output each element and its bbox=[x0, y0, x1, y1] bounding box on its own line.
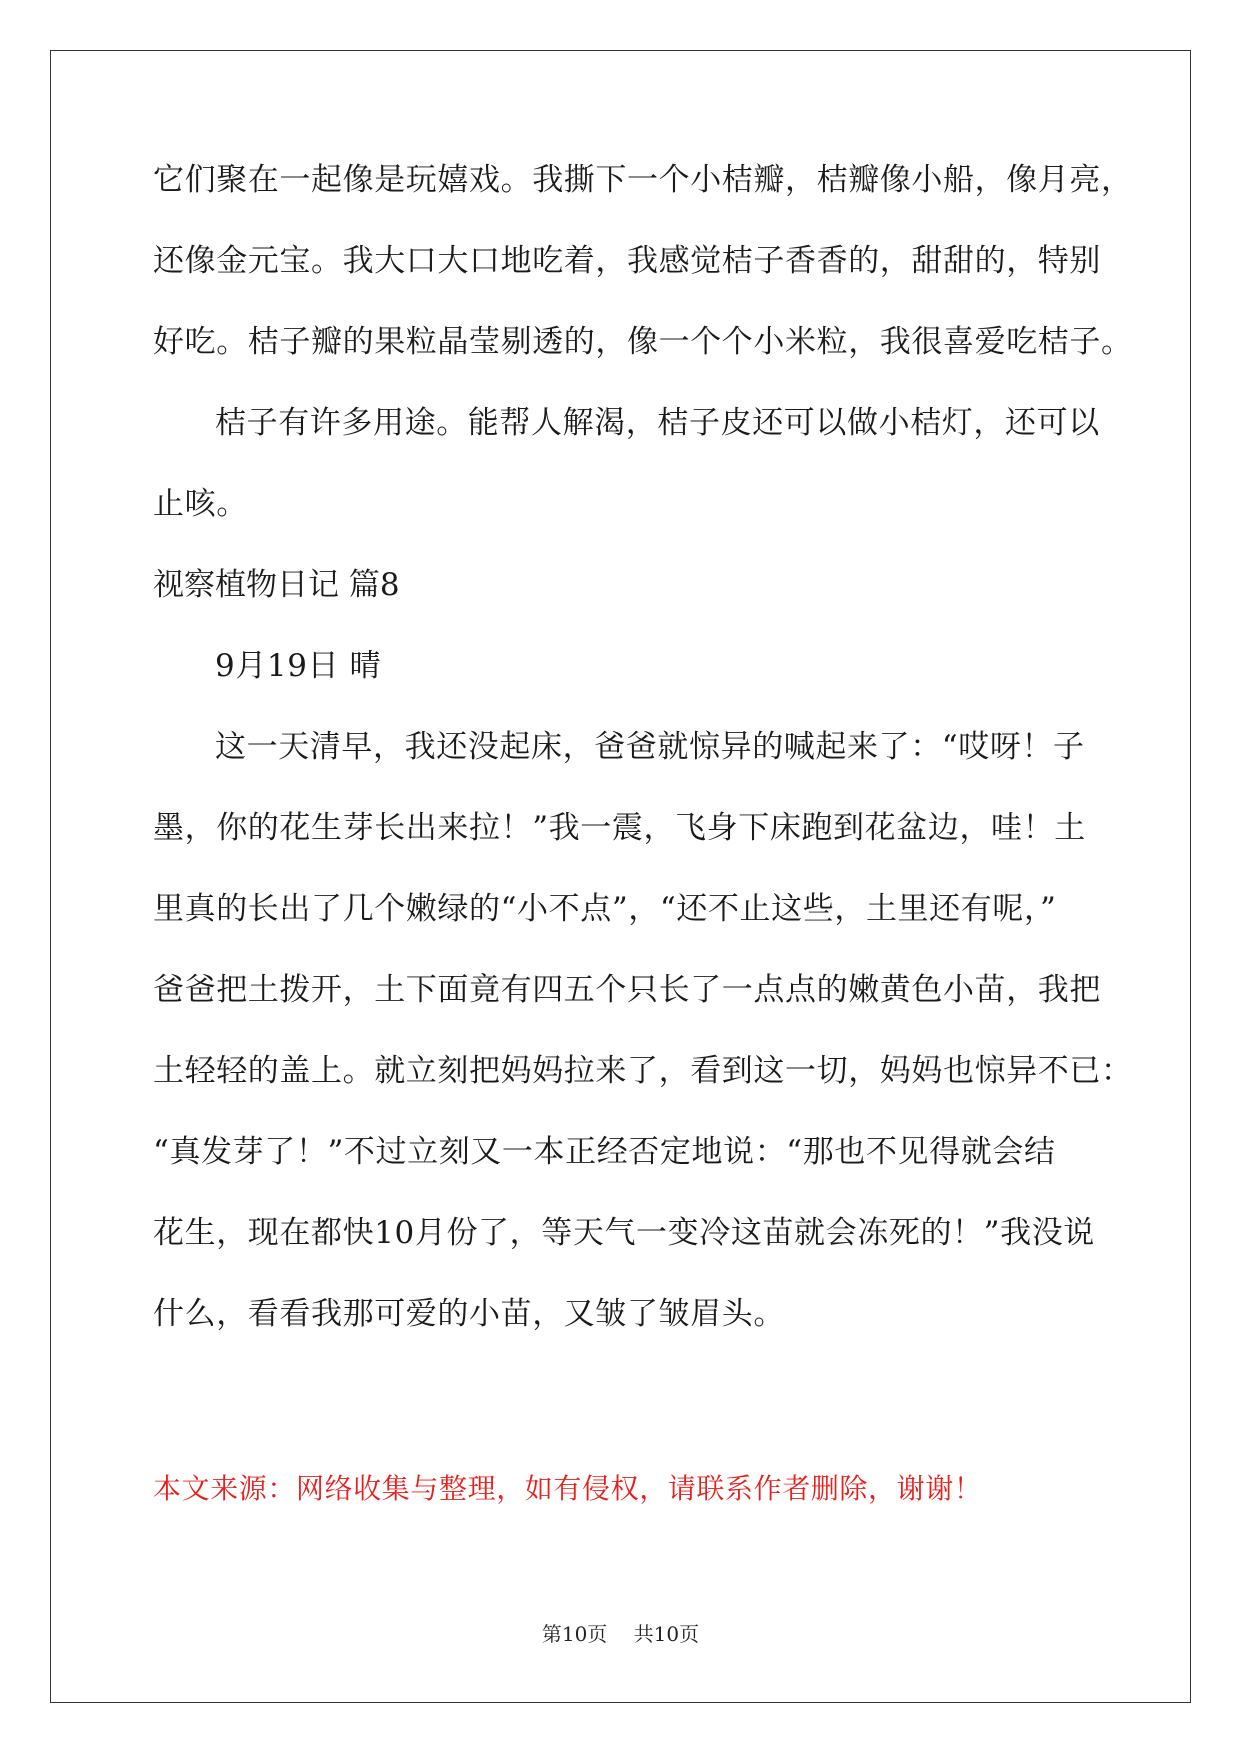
text-line: 爸爸把土拨开，土下面竟有四五个只长了一点点的嫩黄色小苗，我把 bbox=[153, 972, 1101, 1008]
text-line: 止咳。 bbox=[153, 486, 248, 522]
date-weather-line: 9月19日 晴 bbox=[215, 648, 382, 684]
document-body bbox=[153, 162, 1133, 1378]
paragraph-start: 桔子有许多用途。能帮人解渴，桔子皮还可以做小桔灯，还可以 bbox=[215, 405, 1100, 441]
paragraph-start: 这一天清早，我还没起床，爸爸就惊异的喊起来了：“哎呀！子 bbox=[215, 729, 1085, 765]
source-disclaimer: 本文来源：网络收集与整理，如有侵权，请联系作者删除，谢谢！ bbox=[153, 1472, 983, 1505]
page-footer bbox=[0, 1622, 1241, 1646]
page-number-current: 第10页 bbox=[541, 1622, 608, 1646]
text-line: 花生，现在都快10月份了，等天气一变冷这苗就会冻死的！”我没说 bbox=[153, 1215, 1095, 1251]
text-line: 好吃。桔子瓣的果粒晶莹剔透的，像一个个小米粒，我很喜爱吃桔子。 bbox=[153, 324, 1133, 360]
text-line: 土轻轻的盖上。就立刻把妈妈拉来了，看到这一切，妈妈也惊异不已： bbox=[153, 1053, 1133, 1089]
text-line: 什么，看看我那可爱的小苗，又皱了皱眉头。 bbox=[153, 1296, 785, 1332]
text-line: 里真的长出了几个嫩绿的“小不点”，“还不止这些，土里还有呢，” bbox=[153, 891, 1057, 927]
text-line: “真发芽了！”不过立刻又一本正经否定地说：“那也不见得就会结 bbox=[153, 1134, 1056, 1170]
text-line: 还像金元宝。我大口大口地吃着，我感觉桔子香香的，甜甜的，特别 bbox=[153, 243, 1101, 279]
section-heading: 视察植物日记 篇8 bbox=[153, 567, 400, 603]
page-number-total: 共10页 bbox=[633, 1622, 700, 1646]
text-line: 墨，你的花生芽长出来拉！”我一震，飞身下床跑到花盆边，哇！土 bbox=[153, 810, 1086, 846]
text-line: 它们聚在一起像是玩嬉戏。我撕下一个小桔瓣，桔瓣像小船，像月亮， bbox=[153, 162, 1133, 198]
